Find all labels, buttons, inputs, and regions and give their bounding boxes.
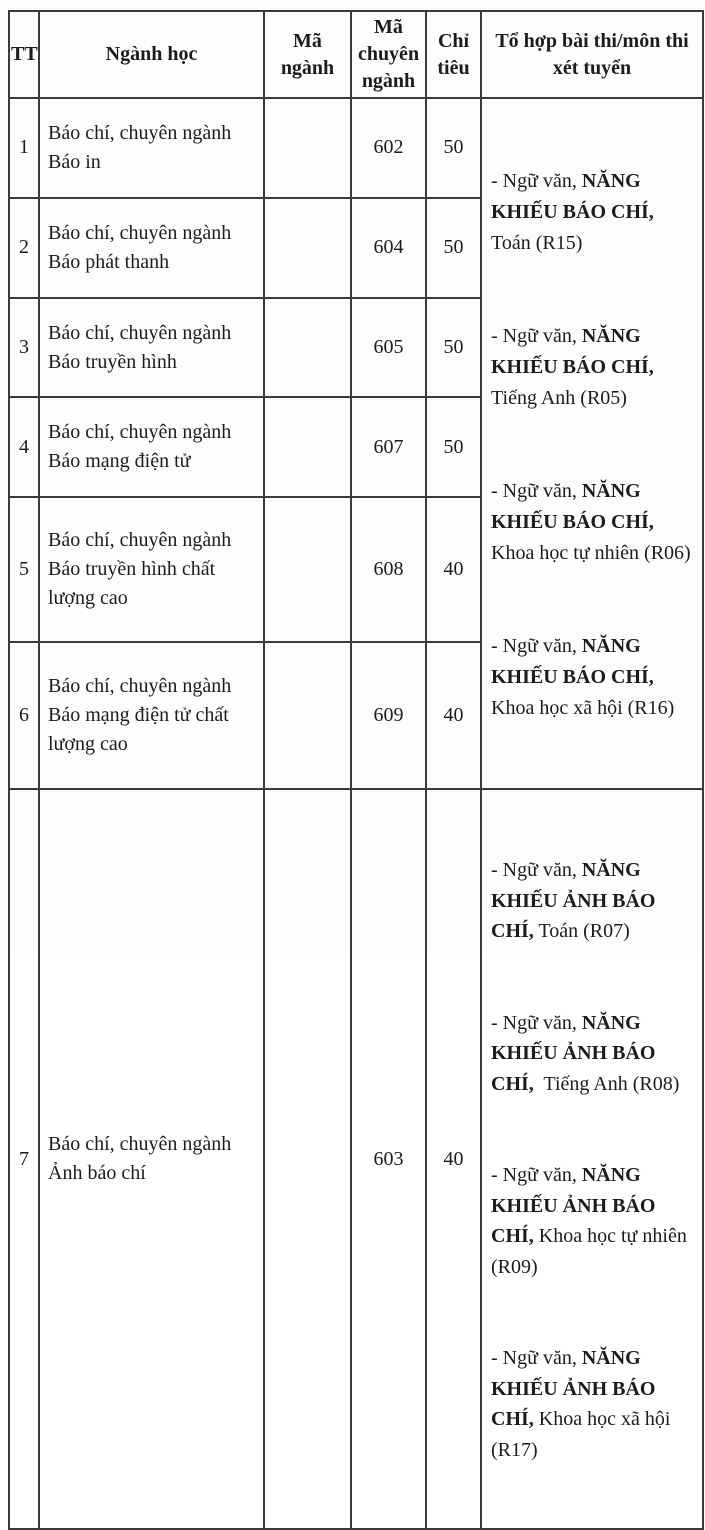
table-row (9, 789, 703, 1529)
cell-exam-combos-row-7 (481, 789, 703, 1529)
cell-tt: 6 (9, 642, 39, 789)
cell-exam-combos-rows-1-6 (481, 98, 703, 789)
exam-combo-item: - Ngữ văn, NĂNG KHIẾU BÁO CHÍ, Toán (R15) (491, 170, 659, 254)
cell-major: Báo chí, chuyên ngành Báo mạng điện tử chất lượng cao (39, 642, 264, 789)
cell-tt: 1 (9, 98, 39, 198)
cell-quota: 50 (426, 397, 481, 497)
cell-tt: 2 (9, 198, 39, 298)
cell-spec-code: 603 (351, 789, 426, 1529)
col-header-exam-combo: Tổ hợp bài thi/môn thi xét tuyển (481, 11, 703, 98)
cell-tt: 7 (9, 789, 39, 1529)
cell-major-code (264, 298, 351, 398)
exam-combo-item: - Ngữ văn, NĂNG KHIẾU BÁO CHÍ, Tiếng Anh (R05) (491, 325, 664, 409)
cell-quota: 50 (426, 198, 481, 298)
cell-spec-code: 609 (351, 642, 426, 789)
cell-spec-code: 605 (351, 298, 426, 398)
cell-tt: 3 (9, 298, 39, 398)
col-header-major-code: Mã ngành (264, 11, 351, 98)
cell-major: Báo chí, chuyên ngành Báo truyền hình (39, 298, 264, 398)
cell-major: Báo chí, chuyên ngành Báo truyền hình chất lượng cao (39, 497, 264, 642)
cell-major: Báo chí, chuyên ngành Ảnh báo chí (39, 789, 264, 1529)
cell-tt: 5 (9, 497, 39, 642)
exam-combo-item: - Ngữ văn, NĂNG KHIẾU BÁO CHÍ, Khoa học tự nhiên (R06) (491, 480, 691, 564)
cell-major: Báo chí, chuyên ngành Báo in (39, 98, 264, 198)
cell-quota: 50 (426, 298, 481, 398)
cell-major-code (264, 397, 351, 497)
cell-quota: 50 (426, 98, 481, 198)
table-header-row (9, 11, 703, 98)
cell-major-code (264, 789, 351, 1529)
exam-combo-item: - Ngữ văn, NĂNG KHIẾU ẢNH BÁO CHÍ, Toán (R07) (491, 859, 661, 942)
cell-spec-code: 607 (351, 397, 426, 497)
exam-combo-item: - Ngữ văn, NĂNG KHIẾU ẢNH BÁO CHÍ, Khoa học tự nhiên (R09) (491, 1164, 692, 1278)
cell-spec-code: 604 (351, 198, 426, 298)
exam-combo-item: - Ngữ văn, NĂNG KHIẾU ẢNH BÁO CHÍ, Tiếng Anh (R08) (491, 1011, 680, 1095)
admissions-table (8, 10, 704, 1530)
col-header-major: Ngành học (39, 11, 264, 98)
cell-major: Báo chí, chuyên ngành Báo phát thanh (39, 198, 264, 298)
exam-combo-item: - Ngữ văn, NĂNG KHIẾU BÁO CHÍ, Khoa học xã hội (R16) (491, 635, 675, 719)
col-header-quota: Chỉ tiêu (426, 11, 481, 98)
cell-major-code (264, 198, 351, 298)
cell-major-code (264, 497, 351, 642)
cell-quota: 40 (426, 497, 481, 642)
col-header-spec-code: Mã chuyên ngành (351, 11, 426, 98)
cell-spec-code: 608 (351, 497, 426, 642)
cell-spec-code: 602 (351, 98, 426, 198)
cell-quota: 40 (426, 789, 481, 1529)
cell-major: Báo chí, chuyên ngành Báo mạng điện tử (39, 397, 264, 497)
cell-tt: 4 (9, 397, 39, 497)
col-header-tt: TT (9, 11, 39, 98)
table-row (9, 98, 703, 198)
exam-combo-item: - Ngữ văn, NĂNG KHIẾU ẢNH BÁO CHÍ, Khoa học xã hội (R17) (491, 1347, 676, 1461)
cell-quota: 40 (426, 642, 481, 789)
cell-major-code (264, 642, 351, 789)
cell-major-code (264, 98, 351, 198)
